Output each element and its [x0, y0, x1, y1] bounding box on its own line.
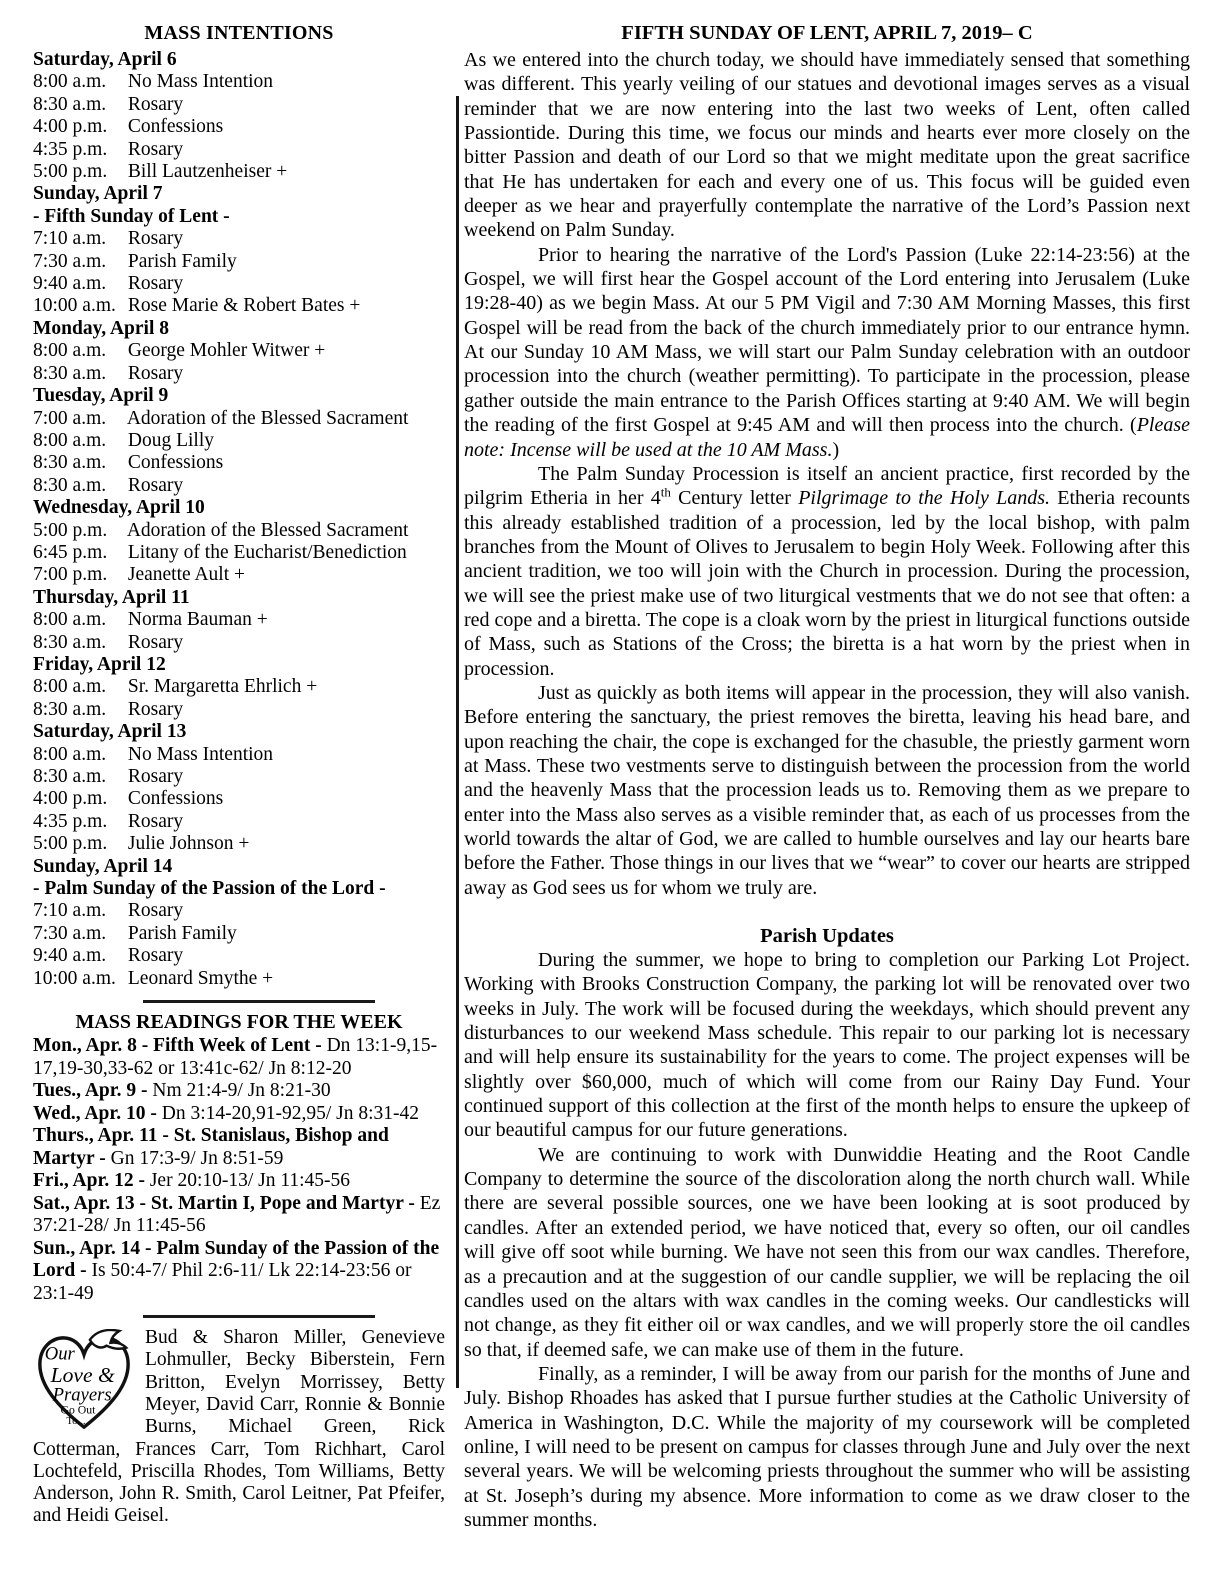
- day-heading: Saturday, April 13: [33, 721, 187, 743]
- mass-intention-line: [33, 71, 445, 93]
- intention-text: Rose Marie & Robert Bates +: [127, 295, 361, 317]
- mass-intention-line: [33, 945, 445, 967]
- mass-intentions-list: [33, 49, 445, 990]
- reading-line: [33, 1103, 445, 1126]
- mass-intentions-title: MASS INTENTIONS: [144, 22, 334, 44]
- paragraph-2-text: Prior to hearing the narrative of the Lord's Passion (Luke 22:14-23:56) at the Gospel, we will first hear the Gospel account of the Lord entering into Jerusalem (Luke 19:28-40) as we begin Mass. At our 5 PM Vigil and 7:30 AM Morning Masses, this first Gospel will be read from the back of the church immediately prior to our entrance hymn. At our Sunday 10 AM Mass, we will start our Palm Sunday celebration with an outdoor procession into the church (weather permitting). To participate in the procession, please gather outside the main entrance to the Parish Offices starting at 9:40 AM. We will begin the reading of the first Gospel at 9:45 AM and will then process into the church. (: [464, 243, 1190, 437]
- ordinal-superscript: th: [660, 484, 671, 500]
- mass-readings-list: [33, 1035, 445, 1305]
- reading-line: [33, 1170, 445, 1193]
- paragraph-2-close: ): [832, 438, 840, 461]
- paragraph-3-mid: Century letter: [670, 487, 799, 510]
- mass-intention-line: [33, 385, 445, 407]
- right-column: [464, 22, 1190, 1532]
- intention-time: 5:00 p.m.: [33, 519, 108, 541]
- intention-time: 9:40 a.m.: [33, 273, 107, 295]
- mass-intention-line: [33, 139, 445, 161]
- mass-intention-line: [33, 900, 445, 922]
- logo-word-to: To...: [66, 1415, 86, 1428]
- mass-intention-line: [33, 340, 445, 362]
- intention-text: Rosary: [127, 93, 184, 115]
- mass-intention-line: [33, 161, 445, 183]
- reading-references: Is 50:4-7/ Phil 2:6-11/ Lk 22:14-23:56 or 23:1-49: [33, 1260, 412, 1304]
- mass-intention-line: [33, 295, 445, 317]
- reading-references: Gn 17:3-9/ Jn 8:51-59: [110, 1147, 284, 1169]
- intention-text: Bill Lautzenheiser +: [127, 161, 288, 183]
- intention-text: Confessions: [127, 788, 224, 810]
- reading-references: Ez 37:21-28/ Jn 11:45-56: [33, 1192, 441, 1237]
- intention-text: Parish Family: [127, 250, 237, 272]
- mass-intention-line: [33, 452, 445, 474]
- intention-text: No Mass Intention: [127, 743, 274, 765]
- intention-text: Adoration of the Blessed Sacrament: [126, 519, 409, 541]
- reading-line: [33, 1238, 445, 1306]
- intention-time: 7:10 a.m.: [33, 228, 107, 250]
- reading-references: Jer 20:10-13/ Jn 11:45-56: [149, 1170, 351, 1192]
- dove-icon: [90, 1330, 126, 1349]
- intention-time: 8:00 a.m.: [33, 429, 107, 451]
- mass-intention-line: [33, 654, 445, 676]
- article-paragraph-4: Just as quickly as both items will appear in the procession, they will also vanish. Before entering the sanctuary, the priest removes the biretta, leaving his head bare, and upon reaching the chair, the cope is exchanged for the chasuble, the priestly garment worn at Mass. These two vestments serve to distinguish between the procession from the world and the heavenly Mass that the procession leads us to. Removing them as we prepare to enter into the Mass also serves as a visible reminder that, as each of us processes from the world towards the altar of God, we are called to humble ourselves and lay our hearts bare before the Father. Those things in our lives that we “wear” to cover our hearts are stripped away as God sees us for whom we truly are.: [464, 681, 1190, 899]
- reading-day-label: Sat., Apr. 13 - St. Martin I, Pope and Martyr -: [33, 1192, 420, 1214]
- logo-word-prayers: Prayers: [52, 1384, 112, 1406]
- reading-line: [33, 1035, 445, 1080]
- logo-word-go-out: Go Out: [60, 1403, 96, 1417]
- letter-title-italic: Pilgrimage to the Holy Lands.: [798, 487, 1050, 510]
- intention-time: 8:00 a.m.: [33, 676, 107, 698]
- intention-time: 7:30 a.m.: [33, 922, 107, 944]
- mass-intention-line: [33, 878, 445, 900]
- article-paragraph-2: [464, 243, 1190, 462]
- mass-intention-line: [33, 923, 445, 945]
- mass-intention-line: [33, 183, 445, 205]
- reading-line: [33, 1125, 445, 1170]
- mass-intention-line: [33, 788, 445, 810]
- mass-intention-line: [33, 721, 445, 743]
- intention-time: 8:00 a.m.: [33, 743, 107, 765]
- intention-text: Norma Bauman +: [127, 609, 268, 631]
- intention-text: Rosary: [127, 945, 184, 967]
- intention-text: Confessions: [127, 452, 224, 474]
- intention-text: Sr. Margaretta Ehrlich +: [127, 676, 318, 698]
- intention-time: 8:30 a.m.: [33, 474, 107, 496]
- intention-time: 4:35 p.m.: [33, 138, 108, 160]
- mass-intention-line: [33, 833, 445, 855]
- mass-intention-line: [33, 520, 445, 542]
- mass-intention-line: [33, 766, 445, 788]
- intention-time: 4:35 p.m.: [33, 810, 108, 832]
- updates-paragraph-2: We are continuing to work with Dunwiddie Heating and the Root Candle Company to determine the source of the discoloration along the north church wall. While there are several possible sources, one we have been looking at is soot produced by candles. After an extended period, we have noticed that, every so often, our oil candles will give off soot while burning. We have not seen this from our wax candles. Therefore, as a precaution and at the suggestion of our candle supplier, we will be replacing the oil candles used on the altars with wax candles in the coming weeks. Our candlesticks will not change, as they fit either oil or wax candles, and we will properly store the oil candles so that, if deemed safe, we can make use of them in the future.: [464, 1143, 1190, 1361]
- paragraph-3-rest: Etheria recounts this already established tradition of a procession, led by the local bishop, with palm branches from the Mount of Olives to Jerusalem to begin Holy Week. Following after this ancient tradition, we too will join with the Church in procession. During the procession, we will see the priest make use of two liturgical vestments that we do not see that often: a red cope and a biretta. The cope is a cloak worn by the priest in liturgical functions outside of Mass, such as Stations of the Cross; the biretta is a hat worn by the priest when in procession.: [464, 487, 1190, 680]
- mass-intention-line: [33, 49, 445, 71]
- day-heading: Sunday, April 14: [33, 855, 173, 877]
- mass-intention-line: [33, 475, 445, 497]
- intention-time: 10:00 a.m.: [33, 967, 116, 989]
- mass-intention-line: [33, 609, 445, 631]
- logo-word-love: Love &: [50, 1363, 115, 1388]
- intention-time: 8:30 a.m.: [33, 93, 107, 115]
- intention-text: Rosary: [127, 138, 184, 160]
- intention-time: 5:00 p.m.: [33, 161, 108, 183]
- intention-time: 10:00 a.m.: [33, 295, 116, 317]
- reading-day-label: Mon., Apr. 8 - Fifth Week of Lent -: [33, 1035, 327, 1057]
- article-paragraph-3: [464, 462, 1190, 681]
- intention-text: No Mass Intention: [127, 71, 274, 93]
- reading-day-label: Wed., Apr. 10 -: [33, 1102, 162, 1124]
- day-heading: Wednesday, April 10: [33, 497, 205, 519]
- intention-time: 8:30 a.m.: [33, 766, 107, 787]
- intention-time: 5:00 p.m.: [33, 833, 108, 855]
- reading-references: Dn 3:14-20,91-92,95/ Jn 8:31-42: [161, 1102, 420, 1124]
- intention-time: 8:30 a.m.: [33, 698, 107, 720]
- mass-intention-line: [33, 408, 445, 430]
- intention-text: Rosary: [127, 810, 184, 832]
- updates-paragraph-3: Finally, as a reminder, I will be away from our parish for the months of June and July. Bishop Rhoades has asked that I pursue further studies at the Catholic University of America in Washington, D.C. While the majority of my coursework will be completed online, I will need to be present on campus for classes through June and July over the next several years. We will be welcoming priests throughout the summer who will be assisting at St. Joseph’s during my absence. More information to come as we draw closer to the summer months.: [464, 1362, 1190, 1531]
- day-heading: - Fifth Sunday of Lent -: [33, 205, 230, 227]
- day-heading: - Palm Sunday of the Passion of the Lord -: [33, 878, 386, 900]
- intention-text: Rosary: [127, 474, 184, 496]
- reading-references: Nm 21:4-9/ Jn 8:21-30: [152, 1080, 331, 1102]
- intention-text: Parish Family: [127, 922, 237, 944]
- intention-text: Rosary: [127, 273, 184, 295]
- mass-readings-title: MASS READINGS FOR THE WEEK: [75, 1011, 403, 1034]
- intention-time: 9:40 a.m.: [33, 945, 107, 967]
- reading-references: Dn 13:1-9,15-17,19-30,33-62 or 13:41c-62/ Jn 8:12-20: [33, 1035, 438, 1079]
- mass-intention-line: [33, 587, 445, 609]
- mass-intention-line: [33, 251, 445, 273]
- day-heading: Thursday, April 11: [33, 586, 190, 608]
- mass-intention-line: [33, 430, 445, 452]
- mass-intention-line: [33, 856, 445, 878]
- intention-time: 7:00 p.m.: [33, 564, 108, 586]
- intention-time: 7:00 a.m.: [33, 407, 107, 429]
- reading-day-label: Thurs., Apr. 11 - St. Stanislaus, Bishop and Martyr -: [33, 1125, 389, 1169]
- prayer-names-text: Bud & Sharon Miller, Genevieve Lohmuller, Becky Biberstein, Fern Britton, Evelyn Morrissey, Betty Meyer, David Carr, Ronnie & Bonnie Burns, Michael Green, Rick Cotterman, Frances Carr, Tom Richhart, Carol Lochtefeld, Priscilla Rhodes, Tom Williams, Betty Anderson, John R. Smith, Carol Leitner, Pat Pfeifer, and Heidi Geisel.: [33, 1327, 445, 1527]
- article-paragraph-1: As we entered into the church today, we should have immediately sensed that something was different. This yearly veiling of our statues and devotional images serves as a visual reminder that we are now entering into the last two weeks of Lent, often called Passiontide. During this time, we focus our minds and hearts ever more closely on the bitter Passion and death of our Lord so that we might meditate upon the great sacrifice that He has undertaken for each and every one of us. This focus will be guided even deeper as we hear and prayerfully contemplate the narrative of the Lord’s Passion next weekend on Palm Sunday.: [464, 49, 1190, 242]
- updates-paragraph-1: During the summer, we hope to bring to completion our Parking Lot Project. Working with Brooks Construction Company, the parking lot will be renovated over two weeks in July. The work will be focused during the weekdays, which should prevent any disturbances to our weekend Mass schedule. This repair to our parking lot is necessary and will help ensure its sustainability for the years to come. The project expenses will be slightly over $60,000, much of which will come from our Rainy Day Fund. Your continued support of this collection at the first of the month helps to ensure the upkeep of our beautiful campus for our future generations.: [464, 949, 1190, 1142]
- reading-day-label: Sun., Apr. 14 - Palm Sunday of the Passion of the Lord -: [33, 1237, 440, 1282]
- intention-text: Rosary: [127, 631, 184, 653]
- mass-intention-line: [33, 116, 445, 138]
- mass-intention-line: [33, 363, 445, 385]
- intention-time: 8:30 a.m.: [33, 452, 107, 474]
- intention-text: Confessions: [127, 116, 224, 138]
- intention-text: Leonard Smythe +: [127, 967, 274, 989]
- intention-time: 7:10 a.m.: [33, 900, 107, 922]
- intention-time: 7:30 a.m.: [33, 250, 107, 272]
- intention-time: 8:30 a.m.: [33, 631, 107, 653]
- intention-time: 6:45 p.m.: [33, 541, 108, 563]
- column-divider: [456, 96, 459, 1388]
- mass-intention-line: [33, 318, 445, 340]
- intention-time: 4:00 p.m.: [33, 788, 108, 810]
- mass-intention-line: [33, 811, 445, 833]
- intention-time: 4:00 p.m.: [33, 116, 108, 138]
- reading-day-label: Tues., Apr. 9 -: [33, 1080, 153, 1102]
- reading-day-label: Fri., Apr. 12 -: [33, 1170, 150, 1192]
- mass-intention-line: [33, 699, 445, 721]
- mass-intention-line: [33, 744, 445, 766]
- left-column: [33, 22, 445, 1528]
- mass-intention-line: [33, 632, 445, 654]
- day-heading: Monday, April 8: [33, 317, 169, 339]
- mass-intention-line: [33, 676, 445, 698]
- mass-intention-line: [33, 94, 445, 116]
- intention-text: Litany of the Eucharist/Benediction: [127, 541, 407, 563]
- day-heading: Tuesday, April 9: [33, 385, 169, 407]
- mass-intention-line: [33, 206, 445, 228]
- intention-time: 8:00 a.m.: [33, 71, 107, 93]
- intention-text: Julie Johnson +: [127, 833, 250, 855]
- parish-updates-title: Parish Updates: [760, 925, 894, 948]
- intention-text: Jeanette Ault +: [127, 564, 246, 586]
- mass-intention-line: [33, 228, 445, 250]
- mass-intention-line: [33, 968, 445, 990]
- mass-intention-line: [33, 497, 445, 519]
- love-prayers-heart-icon: [33, 1329, 135, 1433]
- intention-text: Rosary: [127, 698, 184, 720]
- mass-intention-line: [33, 273, 445, 295]
- separator-rule: [143, 1315, 375, 1318]
- prayer-list: [33, 1327, 445, 1528]
- article-title: FIFTH SUNDAY OF LENT, APRIL 7, 2019– C: [621, 22, 1033, 44]
- day-heading: Sunday, April 7: [33, 183, 163, 205]
- day-heading: Friday, April 12: [33, 653, 166, 675]
- reading-line: [33, 1080, 445, 1103]
- logo-word-our: Our: [44, 1343, 75, 1365]
- intention-text: Adoration of the Blessed Sacrament: [126, 407, 409, 429]
- intention-text: George Mohler Witwer +: [127, 340, 326, 362]
- mass-intention-line: [33, 564, 445, 586]
- intention-text: Rosary: [127, 362, 184, 384]
- intention-time: 8:00 a.m.: [33, 340, 107, 362]
- incense-note-italic: Please note: Incense will be used at the 10 AM Mass.: [464, 414, 1190, 461]
- intention-text: Doug Lilly: [127, 429, 214, 451]
- intention-time: 8:30 a.m.: [33, 362, 107, 384]
- mass-intention-line: [33, 542, 445, 564]
- day-heading: Saturday, April 6: [33, 49, 177, 70]
- reading-line: [33, 1193, 445, 1238]
- intention-time: 8:00 a.m.: [33, 609, 107, 631]
- intention-text: Rosary: [127, 228, 184, 250]
- separator-rule: [143, 1000, 375, 1003]
- intention-text: Rosary: [127, 766, 184, 787]
- intention-text: Rosary: [127, 900, 184, 922]
- paragraph-3-text: The Palm Sunday Procession is itself an ancient practice, first recorded by the pilgrim Etheria in her 4: [464, 462, 1190, 510]
